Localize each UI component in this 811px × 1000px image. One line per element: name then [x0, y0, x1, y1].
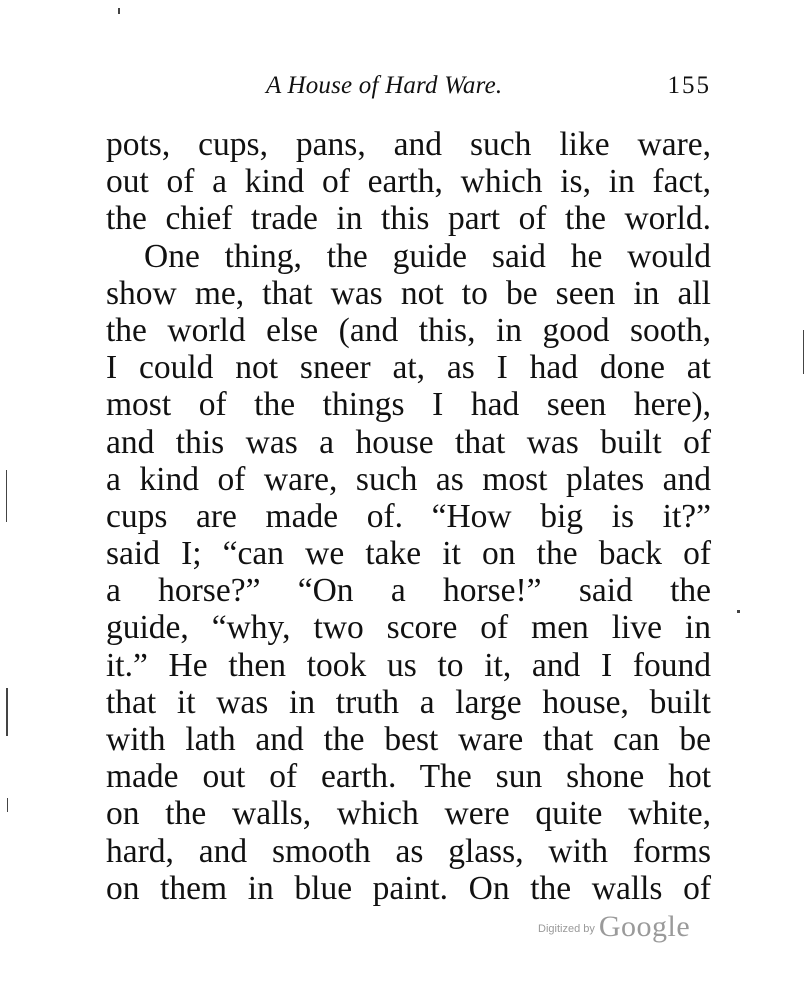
text-line: it.” He then took us to it, and I found	[106, 646, 711, 684]
scan-mark-left	[7, 798, 8, 812]
text-line: show me, that was not to be seen in all	[106, 274, 711, 312]
text-line: pots, cups, pans, and such like ware,	[106, 126, 711, 163]
text-line: that it was in truth a large house, built	[106, 683, 711, 721]
google-logo: Google	[598, 910, 691, 943]
text-line: cups are made of. “How big is it?”	[106, 497, 711, 535]
text-line: most of the things I had seen here),	[106, 386, 711, 424]
text-line: a horse?” “On a horse!” said the	[106, 572, 711, 610]
text-line: and this was a house that was built of	[106, 423, 711, 461]
text-line: on the walls, which were quite white,	[106, 795, 711, 833]
page-number: 155	[667, 72, 711, 99]
body-text	[106, 126, 711, 907]
running-title: A House of Hard Ware.	[266, 72, 503, 99]
running-head	[106, 72, 711, 108]
watermark-prefix: Digitized by	[538, 923, 595, 935]
text-line: said I; “can we take it on the back of	[106, 535, 711, 573]
text-line: hard, and smooth as glass, with forms	[106, 832, 711, 870]
scan-mark-left	[6, 470, 7, 522]
text-line: on them in blue paint. On the walls of	[106, 869, 711, 907]
scan-mark-left	[6, 688, 8, 736]
digitized-by-google-watermark	[538, 910, 690, 944]
text-line: made out of earth. The sun shone hot	[106, 758, 711, 796]
scan-mark-top	[118, 8, 120, 14]
scan-mark-dot	[737, 610, 740, 613]
text-line: guide, “why, two score of men live in	[106, 609, 711, 647]
text-line: out of a kind of earth, which is, in fact,	[106, 163, 711, 201]
text-line: a kind of ware, such as most plates and	[106, 460, 711, 498]
text-line: the chief trade in this part of the world.	[106, 200, 711, 238]
text-line: I could not sneer at, as I had done at	[106, 349, 711, 387]
text-line: the world else (and this, in good sooth,	[106, 311, 711, 349]
text-line: with lath and the best ware that can be	[106, 721, 711, 758]
text-line: One thing, the guide said he would	[144, 237, 711, 275]
scan-mark-right	[803, 330, 804, 374]
